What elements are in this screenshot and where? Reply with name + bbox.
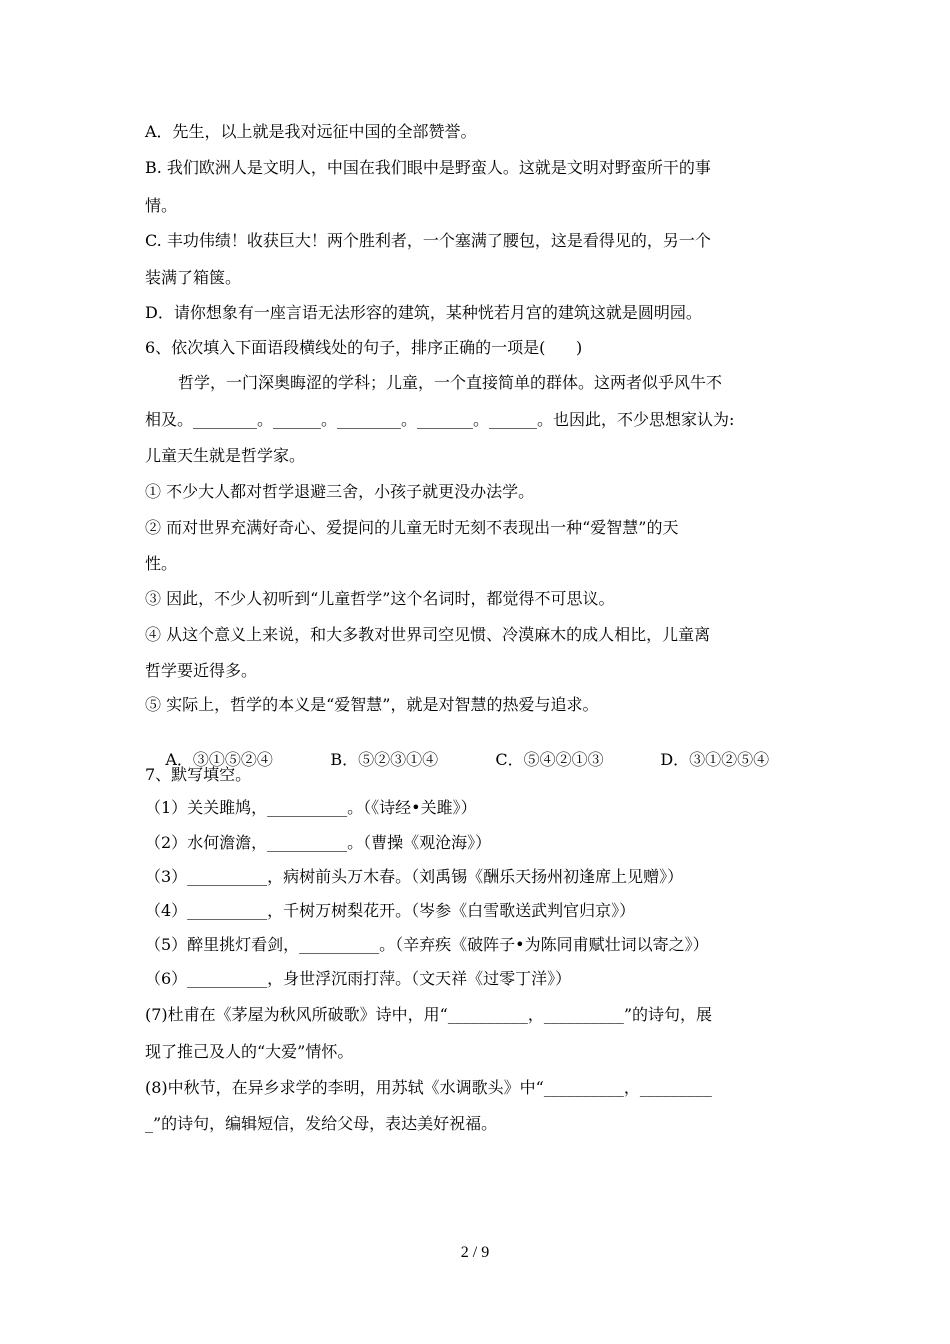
page-number: 2 / 9 xyxy=(460,1244,490,1261)
q5-option-c-line2: 装满了箱箧。 xyxy=(145,268,242,287)
q7-item-6: （6）__________，身世浮沉雨打萍。（文天祥《过零丁洋》） xyxy=(145,969,572,988)
q7-item-8-line2: _”的诗句，编辑短信，发给父母，表达美好祝福。 xyxy=(145,1114,498,1133)
q6-option-b: B．⑤②③①④ xyxy=(330,750,439,769)
q6-sentence-2-line2: 性。 xyxy=(145,554,178,573)
q6-passage-line3: 儿童天生就是哲学家。 xyxy=(145,446,306,465)
q5-option-c-line1: C. 丰功伟绩！收获巨大！两个胜利者，一个塞满了腰包，这是看得见的，另一个 xyxy=(145,231,711,250)
q6-option-a: A．③①⑤②④ xyxy=(165,750,273,769)
q5-option-a: A．先生，以上就是我对远征中国的全部赞誉。 xyxy=(145,122,477,141)
q7-item-7-line1: (7)杜甫在《茅屋为秋风所破歌》诗中，用“__________，__________”的诗句，展 xyxy=(145,1005,713,1024)
q7-item-1: （1）关关雎鸠，__________。（《诗经•关雎》） xyxy=(145,798,477,817)
q5-option-b-line1: B. 我们欧洲人是文明人，中国在我们眼中是野蛮人。这就是文明对野蛮所干的事 xyxy=(145,158,711,177)
q7-item-3: （3）__________，病树前头万木春。（刘禹锡《酬乐天扬州初逢席上见赠》） xyxy=(145,867,684,886)
q5-option-d: D．请你想象有一座言语无法形容的建筑，某种恍若月宫的建筑这就是圆明园。 xyxy=(145,303,702,322)
q7-item-8-line1: (8)中秋节，在异乡求学的李明，用苏轼《水调歌头》中“__________，_________ xyxy=(145,1078,712,1097)
q6-sentence-3: ③ 因此，不少人初听到“儿童哲学”这个名词时，都觉得不可思议。 xyxy=(145,589,615,608)
q6-stem: 6、依次填入下面语段横线处的句子，排序正确的一项是( ) xyxy=(145,338,583,357)
q6-sentence-4-line1: ④ 从这个意义上来说，和大多教对世界司空见惯、冷漠麻木的成人相比，儿童离 xyxy=(145,625,711,644)
q6-option-c: C．⑤④②①③ xyxy=(495,750,604,769)
q6-sentence-1: ① 不少大人都对哲学退避三舍，小孩子就更没办法学。 xyxy=(145,482,535,501)
q7-item-4: （4）__________，千树万树梨花开。（岑参《白雪歌送武判官归京》） xyxy=(145,901,636,920)
q6-passage-line1: 哲学，一门深奥晦涩的学科；儿童，一个直接简单的群体。这两者似乎风牛不 xyxy=(178,373,723,392)
q6-sentence-4-line2: 哲学要近得多。 xyxy=(145,661,258,680)
q6-sentence-2-line1: ② 而对世界充满好奇心、爱提问的儿童无时无刻不表现出一种“爱智慧”的天 xyxy=(145,518,679,537)
q5-option-b-line2: 情。 xyxy=(145,196,178,215)
q7-item-2: （2）水何澹澹，__________。（曹操《观沧海》） xyxy=(145,833,492,852)
q6-sentence-5: ⑤ 实际上，哲学的本义是“爱智慧”，就是对智慧的热爱与追求。 xyxy=(145,695,599,714)
q7-item-7-line2: 现了推己及人的“大爱”情怀。 xyxy=(145,1042,354,1061)
q7-stem: 7、默写填空。 xyxy=(145,765,252,784)
q7-item-5: （5）醉里挑灯看剑，__________。（辛弃疾《破阵子•为陈同甫赋壮词以寄之》） xyxy=(145,935,709,954)
q6-option-d: D．③①②⑤④ xyxy=(660,750,770,769)
q6-passage-line2: 相及。________。______。________。_______。______。也因此，不少思想家认为: xyxy=(145,410,735,429)
